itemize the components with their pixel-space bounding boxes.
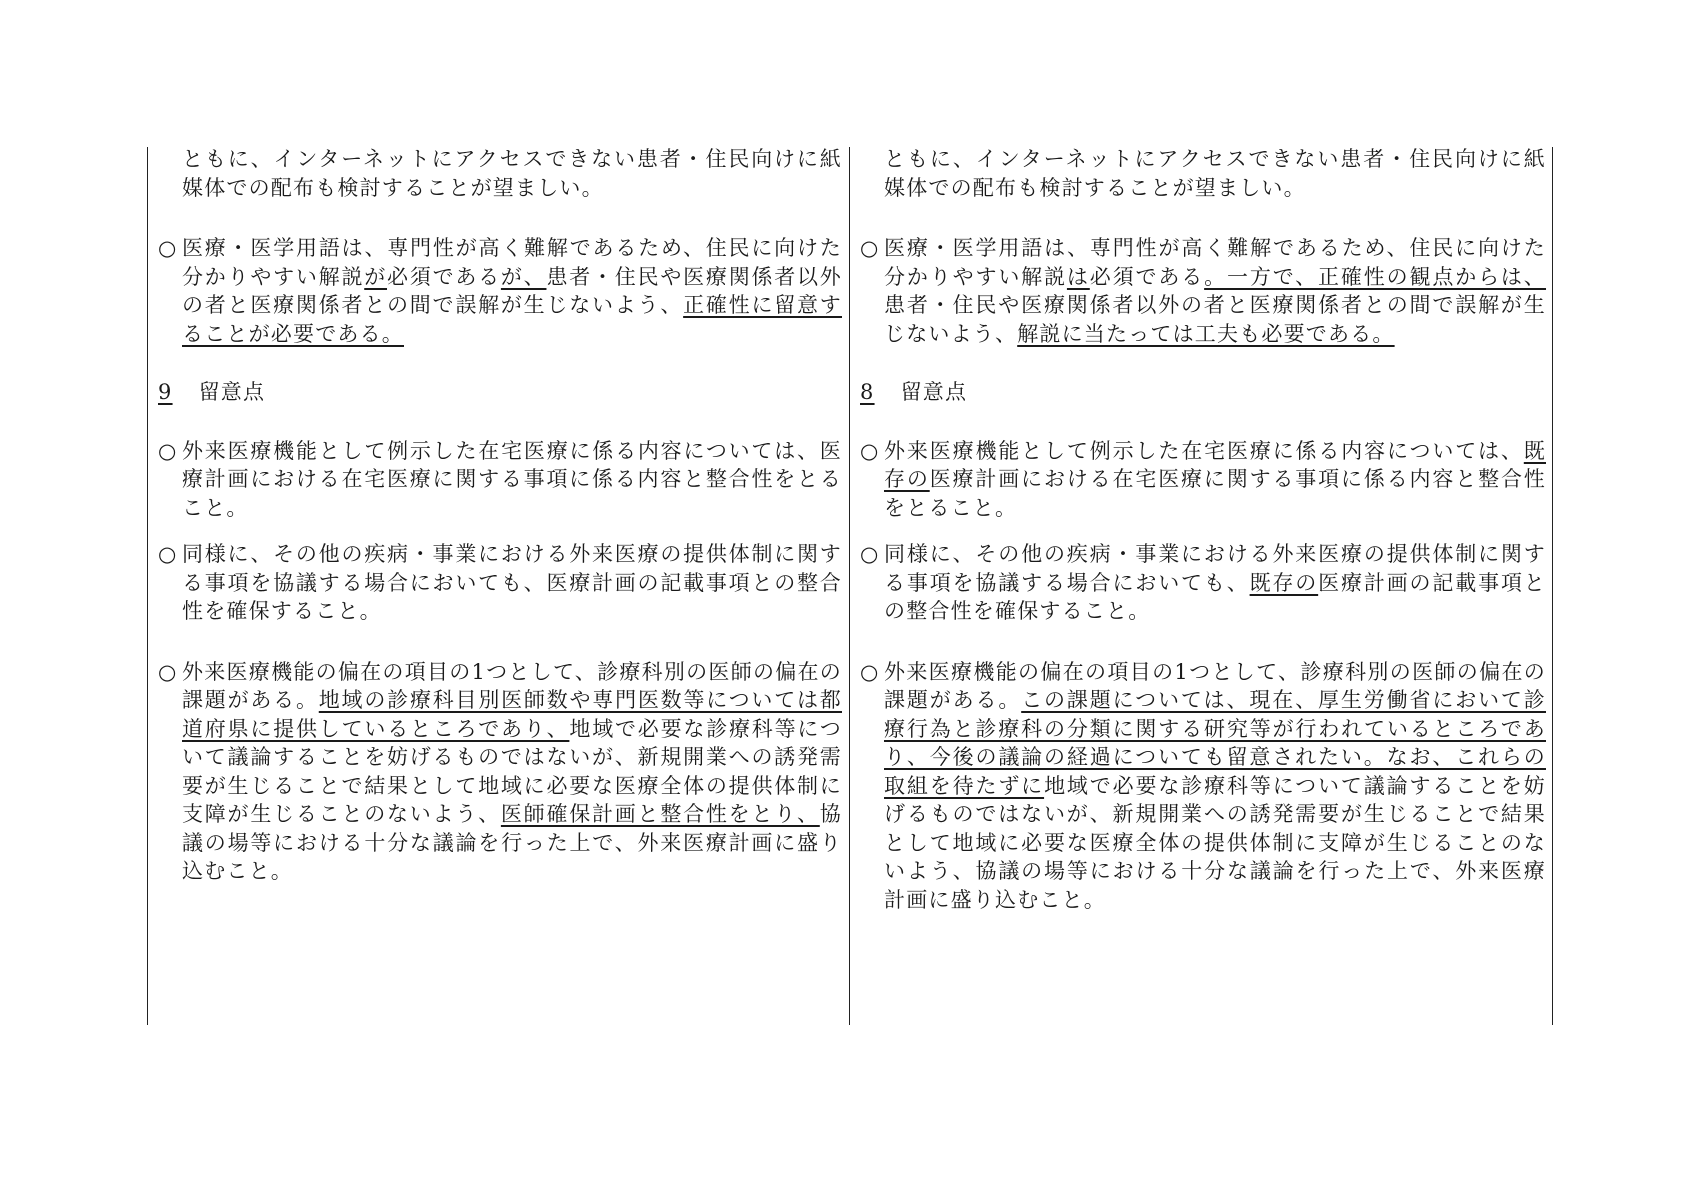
bullet-circle: ○ (158, 659, 178, 684)
bullet-circle: ○ (860, 438, 880, 463)
table-border-right (1552, 147, 1553, 1025)
table-border-left (147, 147, 148, 1025)
continued-paragraph (158, 145, 842, 202)
paragraph-text: 外来医療機能として例示した在宅医療に係る内容については、 (884, 438, 1524, 463)
underlined-text: 正確性に留意することが必要である。 (182, 293, 842, 346)
left-column (158, 145, 842, 886)
section-title: 留意点 (198, 380, 266, 404)
paragraph-text: 同様に、その他の疾病・事業における外来医療の提供体制に関する事項を協議する場合においても、 (884, 542, 1546, 595)
underlined-text: が (364, 264, 388, 289)
bullet-circle: ○ (860, 542, 880, 566)
section-heading (860, 378, 1546, 407)
paragraph-text: 同様に、その他の疾病・事業における外来医療の提供体制に関する事項を協議する場合においても、医療計画の記載事項との整合性を確保すること。 (182, 542, 842, 623)
paragraph-other-diseases (860, 540, 1546, 626)
underlined-text: 解説に当たっては工夫も必要である。 (1017, 321, 1395, 346)
paragraph-home-care (158, 437, 842, 523)
continued-paragraph (860, 145, 1546, 202)
paragraph-other-diseases (158, 540, 842, 626)
paragraph-terminology (860, 234, 1546, 348)
bullet-circle: ○ (158, 438, 178, 463)
paragraph-text: ともに、インターネットにアクセスできない患者・住民向けに紙媒体での配布も検討することが望ましい。 (884, 147, 1546, 200)
paragraph-text: 外来医療機能として例示した在宅医療に係る内容については、医療計画における在宅医療に関する事項に係る内容と整合性をとること。 (182, 438, 842, 520)
underlined-text: 既存の (884, 438, 1546, 491)
paragraph-text: 患者・住民や医療関係者以外の者と医療関係者との間で誤解が生じないよう、 (884, 293, 1546, 346)
paragraph-terminology (158, 234, 842, 348)
paragraph-text: 地域で必要な診療科等について議論することを妨げるものではないが、新規開業への誘発需要が生じることで結果として地域に必要な医療全体の提供体制に支障が生じることのないよう、協議の場等における十分な議論を行った上で、外来医療計画に盛り込むこと。 (884, 773, 1546, 912)
table-border-middle (849, 147, 850, 1025)
paragraph-home-care (860, 437, 1546, 523)
paragraph-text: 医療計画の記載事項との整合性を確保すること。 (884, 570, 1547, 623)
paragraph-text: 外来医療機能の偏在の項目の1つとして、診療科別の医師の偏在の課題がある。 (884, 659, 1546, 712)
paragraph-specialty-maldistribution (158, 658, 842, 886)
underlined-text: この課題については、現在、厚生労働省において診療行為と診療科の分類に関する研究等が行われているところであり、今後の議論の経過についても留意されたい。なお、これらの取組を待たずに (884, 688, 1546, 798)
paragraph-text: 地域で必要な診療科等について議論することを妨げるものではないが、新規開業への誘発需要が生じることで結果として地域に必要な医療全体の提供体制に支障が生じることのないよう、 (182, 716, 842, 826)
bullet-circle: ○ (860, 659, 880, 684)
section-title: 留意点 (900, 380, 968, 404)
underlined-text: 地域の診療科目別医師数や専門医数等については都道府県に提供しているところであり、 (182, 688, 842, 741)
underlined-text: は (1066, 264, 1090, 289)
underlined-text: 医師確保計画と整合性をとり、 (500, 802, 820, 826)
bullet-circle: ○ (860, 236, 880, 260)
paragraph-text: 医療・医学用語は、専門性が高く難解であるため、住民に向けた分かりやすい解説 (884, 236, 1546, 289)
paragraph-text: 外来医療機能の偏在の項目の1つとして、診療科別の医師の偏在の課題がある。 (182, 659, 842, 712)
bullet-circle: ○ (158, 236, 178, 260)
bullet-circle: ○ (158, 542, 178, 566)
paragraph-text: 患者・住民や医療関係者以外の者と医療関係者との間で誤解が生じないよう、 (182, 264, 842, 317)
paragraph-text: 医療・医学用語は、専門性が高く難解であるため、住民に向けた分かりやすい解説 (182, 236, 842, 289)
paragraph-text: 医療計画における在宅医療に関する事項に係る内容と整合性をとること。 (884, 467, 1546, 520)
right-column (860, 145, 1546, 914)
paragraph-specialty-maldistribution (860, 658, 1546, 915)
underlined-text: 既存の (1249, 570, 1319, 595)
paragraph-text: 必須である (1089, 264, 1205, 289)
section-heading (158, 378, 842, 407)
section-number: 9 (158, 380, 173, 404)
paragraph-text: ともに、インターネットにアクセスできない患者・住民向けに紙媒体での配布も検討することが望ましい。 (182, 147, 842, 200)
underlined-text: 。一方で、正確性の観点からは、 (1204, 264, 1547, 289)
underlined-text: が、 (500, 264, 547, 289)
section-number: 8 (860, 380, 875, 404)
paragraph-text: 協議の場等における十分な議論を行った上で、外来医療計画に盛り込むこと。 (182, 802, 842, 883)
paragraph-text: 必須である (387, 264, 501, 289)
